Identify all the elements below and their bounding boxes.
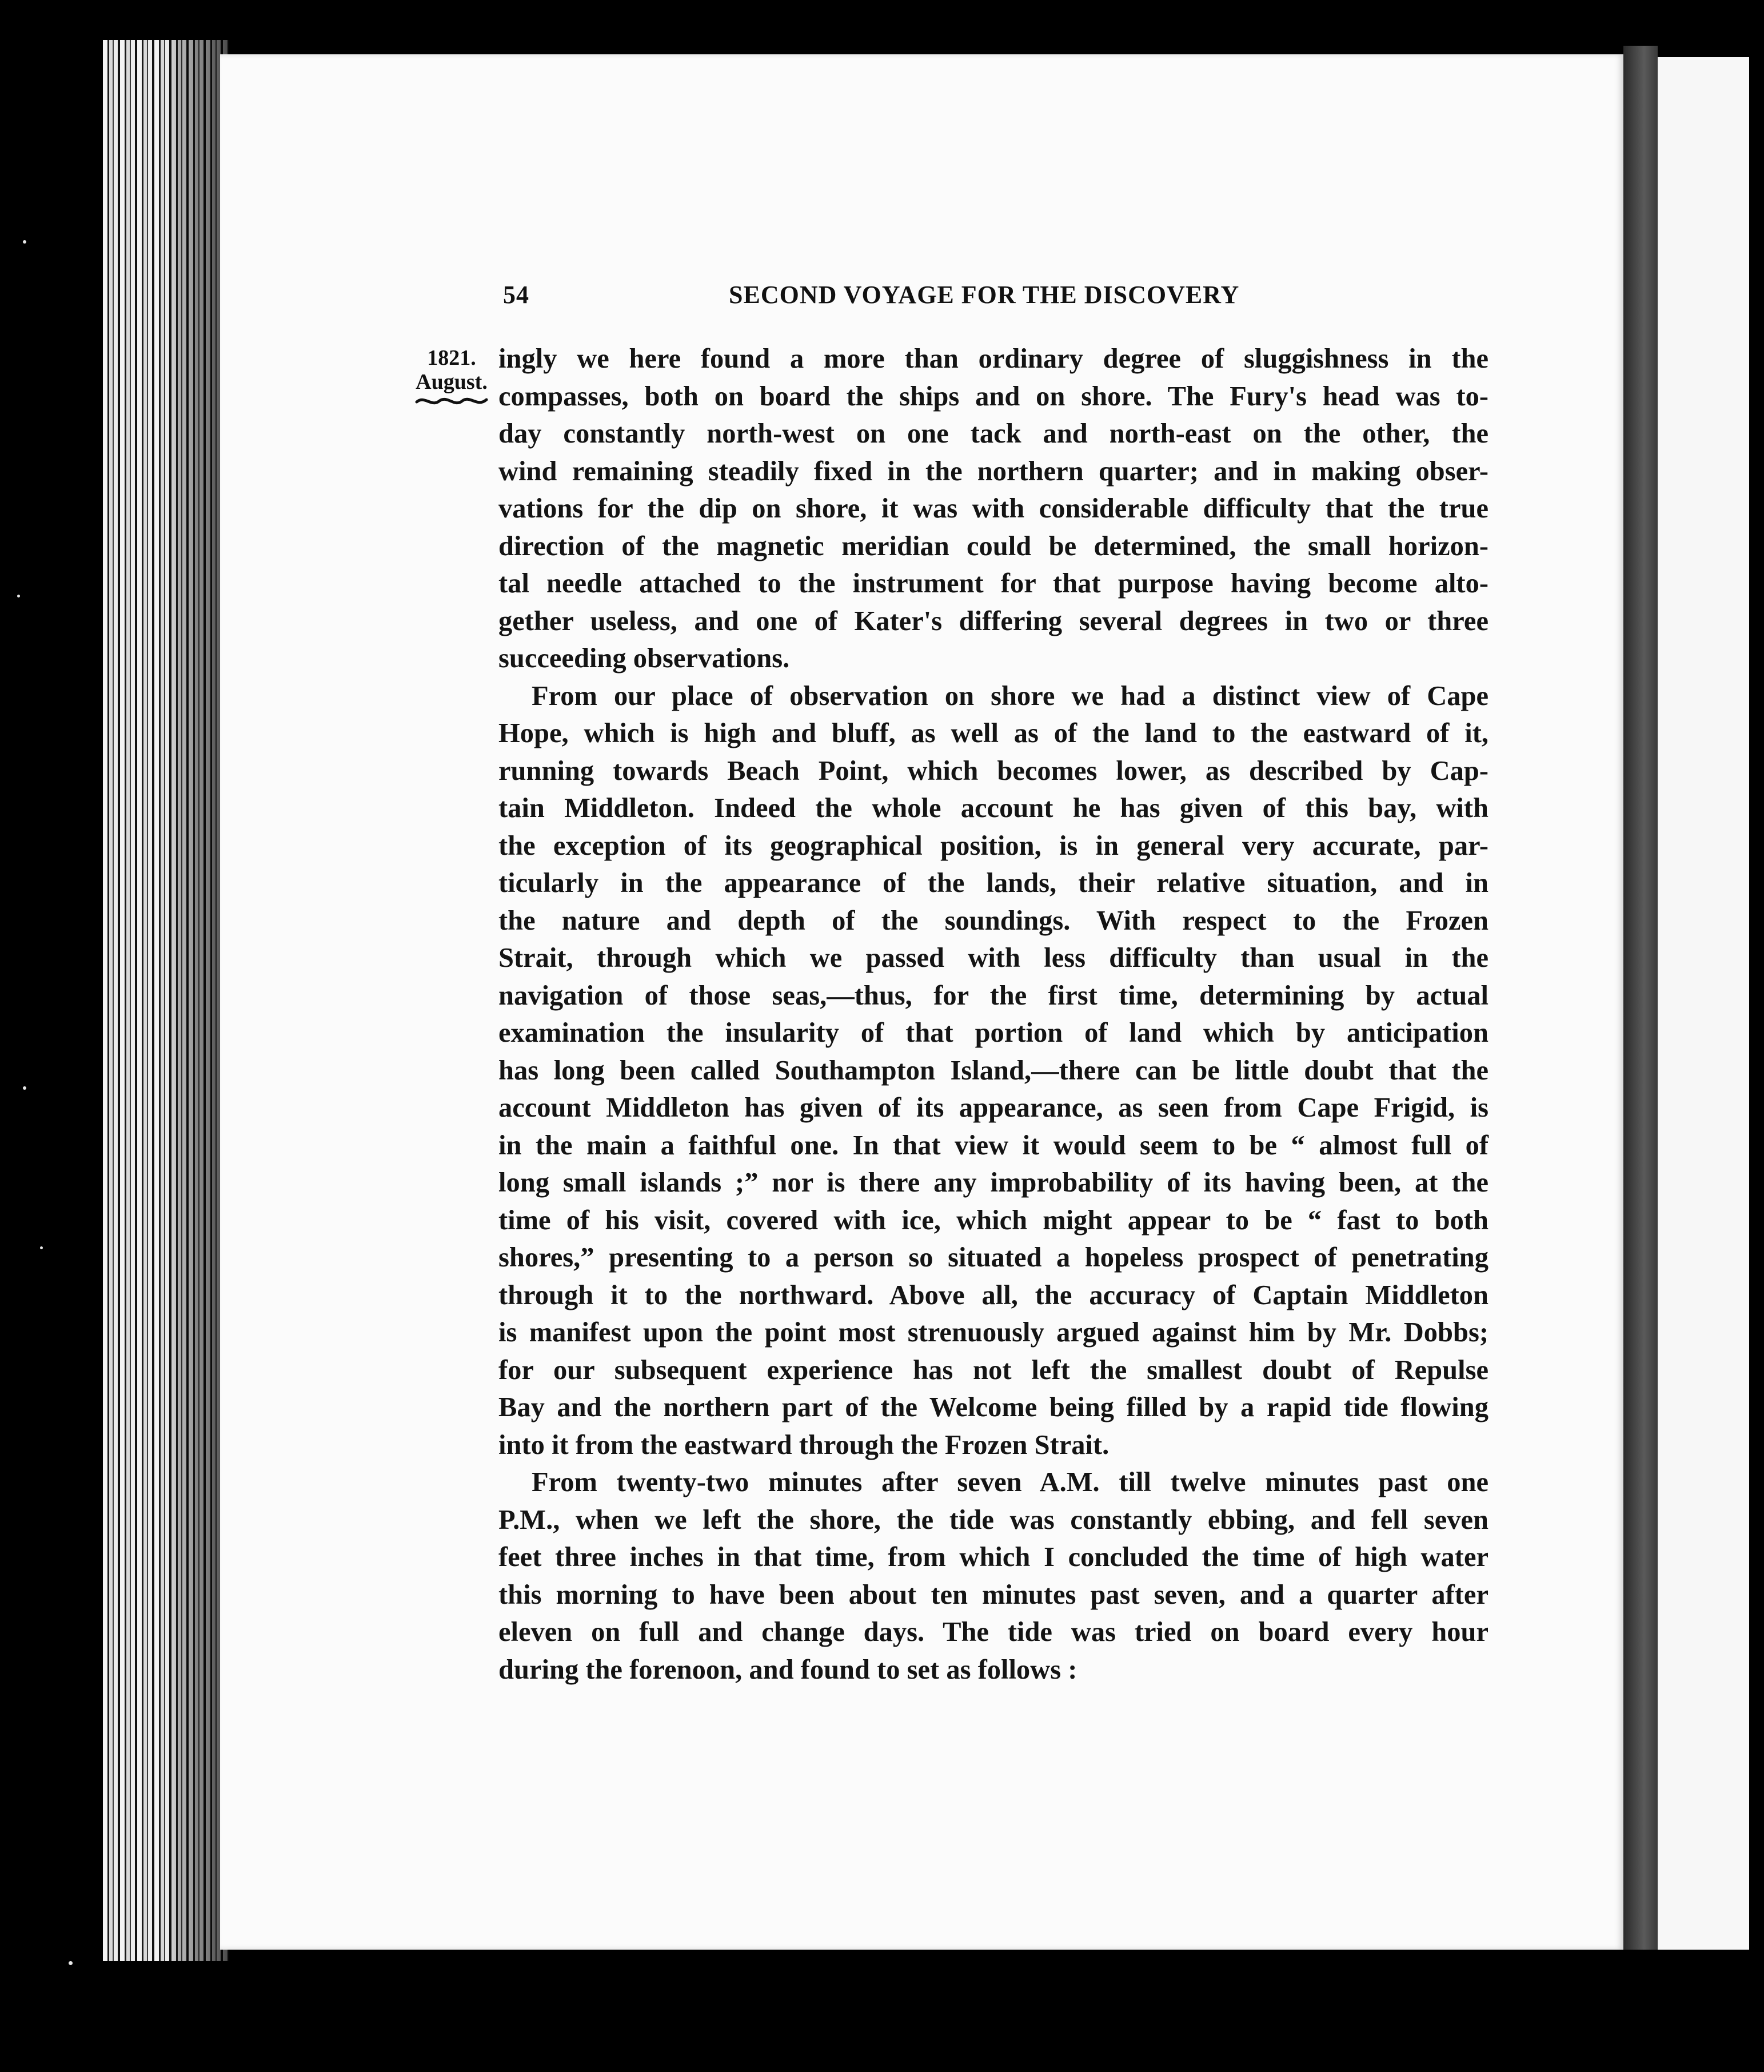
- text-line: tain Middleton. Indeed the whole account he has given of this bay, with: [498, 793, 1488, 823]
- text-line: account Middleton has given of its appearance, as seen from Cape Frigid, is: [498, 1093, 1488, 1123]
- margin-note-year: 1821.: [427, 346, 476, 370]
- text-line: this morning to have been about ten minutes past seven, and a quarter after: [498, 1579, 1488, 1610]
- text-line: compasses, both on board the ships and on shore. The Fury's head was to-: [498, 381, 1488, 412]
- margin-note-month: August.: [416, 370, 488, 394]
- dust-speck: [17, 595, 20, 597]
- text-line: Hope, which is high and bluff, as well as of the land to the eastward of it,: [498, 718, 1488, 748]
- text-line: gether useless, and one of Kater's differing several degrees in two or three: [498, 605, 1488, 636]
- dust-speck: [69, 1961, 73, 1965]
- dust-speck: [40, 1246, 43, 1249]
- swash-ornament-icon: [414, 394, 489, 409]
- text-line: into it from the eastward through the Frozen Strait.: [498, 1429, 1110, 1460]
- text-line: the exception of its geographical position, is in general very accurate, par-: [498, 830, 1488, 861]
- binding-shadow: [1623, 46, 1658, 1950]
- running-head: [503, 280, 1269, 314]
- text-line: From twenty-two minutes after seven A.M. till twelve minutes past one: [532, 1467, 1488, 1497]
- running-title: SECOND VOYAGE FOR THE DISCOVERY: [729, 281, 1240, 309]
- text-line: during the forenoon, and found to set as follows :: [498, 1654, 1077, 1685]
- facing-page-edge: [1658, 57, 1749, 1950]
- paragraph: [498, 678, 1488, 1464]
- text-line: is manifest upon the point most strenuously argued against him by Mr. Dobbs;: [498, 1317, 1488, 1348]
- margin-note: [409, 346, 494, 409]
- text-line: P.M., when we left the shore, the tide was constantly ebbing, and fell seven: [498, 1504, 1488, 1535]
- text-line: day constantly north-west on one tack and north-east on the other, the: [498, 419, 1488, 449]
- paragraph: [498, 340, 1488, 678]
- dust-speck: [23, 1086, 26, 1090]
- text-line: Strait, through which we passed with less difficulty than usual in the: [498, 943, 1488, 973]
- text-line: for our subsequent experience has not left the smallest doubt of Repulse: [498, 1354, 1488, 1385]
- text-line: feet three inches in that time, from which I concluded the time of high water: [498, 1542, 1488, 1572]
- text-line: time of his visit, covered with ice, which might appear to be “ fast to both: [498, 1205, 1488, 1236]
- text-line: in the main a faithful one. In that view it would seem to be “ almost full of: [498, 1130, 1488, 1161]
- text-line: tal needle attached to the instrument for that purpose having become alto-: [498, 568, 1488, 599]
- text-line: the nature and depth of the soundings. With respect to the Frozen: [498, 905, 1488, 936]
- body-text: [498, 340, 1488, 1688]
- text-line: running towards Beach Point, which becomes lower, as described by Cap-: [498, 755, 1488, 786]
- text-line: ingly we here found a more than ordinary degree of sluggishness in the: [498, 344, 1488, 374]
- text-line: examination the insularity of that portion of land which by anticipation: [498, 1018, 1488, 1048]
- paragraph: [498, 1464, 1488, 1688]
- text-line: succeeding observations.: [498, 643, 790, 674]
- text-line: vations for the dip on shore, it was with considerable difficulty that the true: [498, 493, 1488, 524]
- text-line: direction of the magnetic meridian could be determined, the small horizon-: [498, 531, 1488, 561]
- text-line: shores,” presenting to a person so situated a hopeless prospect of penetrating: [498, 1242, 1488, 1273]
- text-line: through it to the northward. Above all, the accuracy of Captain Middleton: [498, 1280, 1488, 1310]
- text-line: has long been called Southampton Island,—there can be little doubt that the: [498, 1055, 1488, 1086]
- text-line: wind remaining steadily fixed in the northern quarter; and in making obser-: [498, 456, 1488, 487]
- text-line: long small islands ;” nor is there any improbability of its having been, at the: [498, 1168, 1488, 1198]
- text-line: eleven on full and change days. The tide was tried on board every hour: [498, 1617, 1488, 1647]
- dust-speck: [23, 240, 26, 244]
- text-line: navigation of those seas,—thus, for the first time, determining by actual: [498, 980, 1488, 1011]
- text-line: From our place of observation on shore we had a distinct view of Cape: [532, 680, 1488, 711]
- text-line: Bay and the northern part of the Welcome being filled by a rapid tide flowing: [498, 1392, 1488, 1422]
- page-number: 54: [503, 281, 529, 309]
- text-line: ticularly in the appearance of the lands, their relative situation, and in: [498, 868, 1488, 898]
